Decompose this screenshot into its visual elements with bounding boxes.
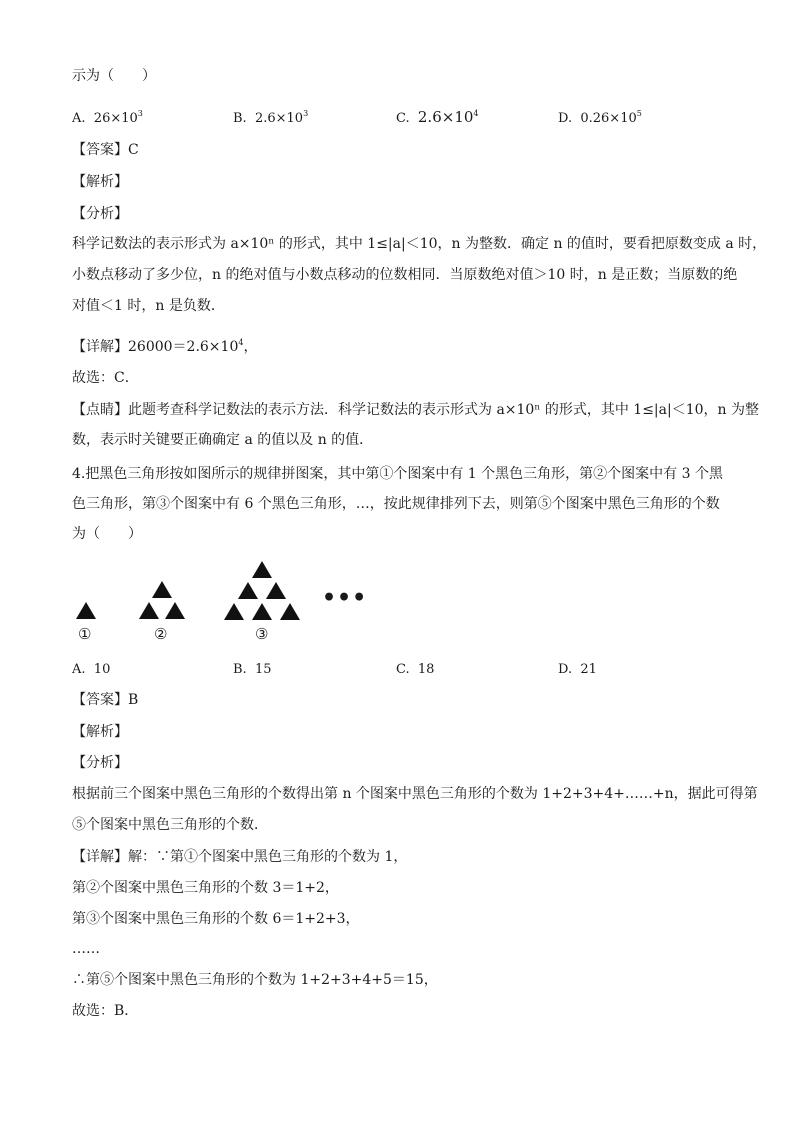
q4-option-a: A. 10 xyxy=(72,662,111,677)
q3-detail: 【详解】$26000=2.6\times 10^4$， xyxy=(72,338,258,355)
q3-option-a: A. $26\times 10^3$ xyxy=(72,109,143,126)
q4-option-d: D. 21 xyxy=(558,662,597,677)
q4-analysis-heading: 【解析】 xyxy=(72,724,128,740)
q3-stem-tail: 示为（ ） xyxy=(72,68,156,84)
black-triangle-icon xyxy=(165,602,185,619)
q4-stem-line: 4.把黑色三角形按如图所示的规律拼图案，其中第①个图案中有 1 个黑色三角形，第②个图案中有 3 个黑 xyxy=(72,466,723,482)
black-triangle-icon xyxy=(252,603,272,620)
q4-option-b: B. 15 xyxy=(233,662,272,677)
q4-answer: 【答案】B xyxy=(72,692,139,708)
q3-fenxi-line: 对值＜1 时，n 是负数． xyxy=(72,298,225,314)
q4-detail-line: ∴第⑤个图案中黑色三角形的个数为 1+2+3+4+5＝15， xyxy=(72,972,438,988)
q3-fenxi-heading: 【分析】 xyxy=(72,206,128,222)
q3-fenxi-line: 科学记数法的表示形式为 a×10ⁿ 的形式，其中 1≤|a|＜10，n 为整数．确定 n 的值时，要看把原数变成 a 时， xyxy=(72,236,767,252)
q4-fenxi-line: ⑤个图案中黑色三角形的个数． xyxy=(72,817,268,833)
q4-detail-line: 第③个图案中黑色三角形的个数 6＝1+2+3， xyxy=(72,911,360,927)
q4-detail-line: 【详解】解：∵第①个图案中黑色三角形的个数为 1， xyxy=(72,849,408,865)
q3-comment-line: 数，表示时关键要正确确定 a 的值以及 n 的值． xyxy=(72,432,374,448)
q4-fenxi-line: 根据前三个图案中黑色三角形的个数得出第 n 个图案中黑色三角形的个数为 1+2+3+4+……+n，据此可得第 xyxy=(72,786,758,802)
q3-option-d: D. $0.26\times 10^5$ xyxy=(558,109,642,126)
q4-fenxi-heading: 【分析】 xyxy=(72,755,128,771)
q3-option-b: B. $2.6\times 10^3$ xyxy=(233,109,309,126)
black-triangle-icon xyxy=(76,602,96,619)
q4-option-c: C. 18 xyxy=(396,662,435,677)
figure-label: ② xyxy=(154,625,168,643)
black-triangle-icon xyxy=(238,582,258,599)
black-triangle-icon xyxy=(139,602,159,619)
figure-label: ③ xyxy=(255,625,269,643)
q3-option-c: C. $2.6\times 10^4$ xyxy=(396,108,479,126)
q3-choose: 故选：C． xyxy=(72,370,139,386)
black-triangle-icon xyxy=(224,603,244,620)
figure-label: ① xyxy=(78,625,92,643)
ellipsis-dots: ••• xyxy=(322,585,368,611)
q3-comment-line: 【点睛】此题考查科学记数法的表示方法．科学记数法的表示形式为 a×10ⁿ 的形式，其中 1≤|a|＜10，n 为整 xyxy=(72,402,759,418)
q3-answer: 【答案】C xyxy=(72,142,139,158)
q4-stem-line: 为（ ） xyxy=(72,526,142,542)
black-triangle-icon xyxy=(252,561,272,578)
q3-analysis-heading: 【解析】 xyxy=(72,174,128,190)
black-triangle-icon xyxy=(266,582,286,599)
q4-detail-line: …… xyxy=(72,941,100,957)
q4-stem-line: 色三角形，第③个图案中有 6 个黑色三角形，…，按此规律排列下去，则第⑤个图案中黑色三角形的个数 xyxy=(72,496,720,512)
q4-detail-line: 第②个图案中黑色三角形的个数 3＝1+2， xyxy=(72,880,339,896)
black-triangle-icon xyxy=(152,581,172,598)
q4-detail-line: 故选：B． xyxy=(72,1003,139,1019)
q3-fenxi-line: 小数点移动了多少位，n 的绝对值与小数点移动的位数相同．当原数绝对值＞10 时，n 是正数；当原数的绝 xyxy=(72,267,738,283)
black-triangle-icon xyxy=(280,603,300,620)
